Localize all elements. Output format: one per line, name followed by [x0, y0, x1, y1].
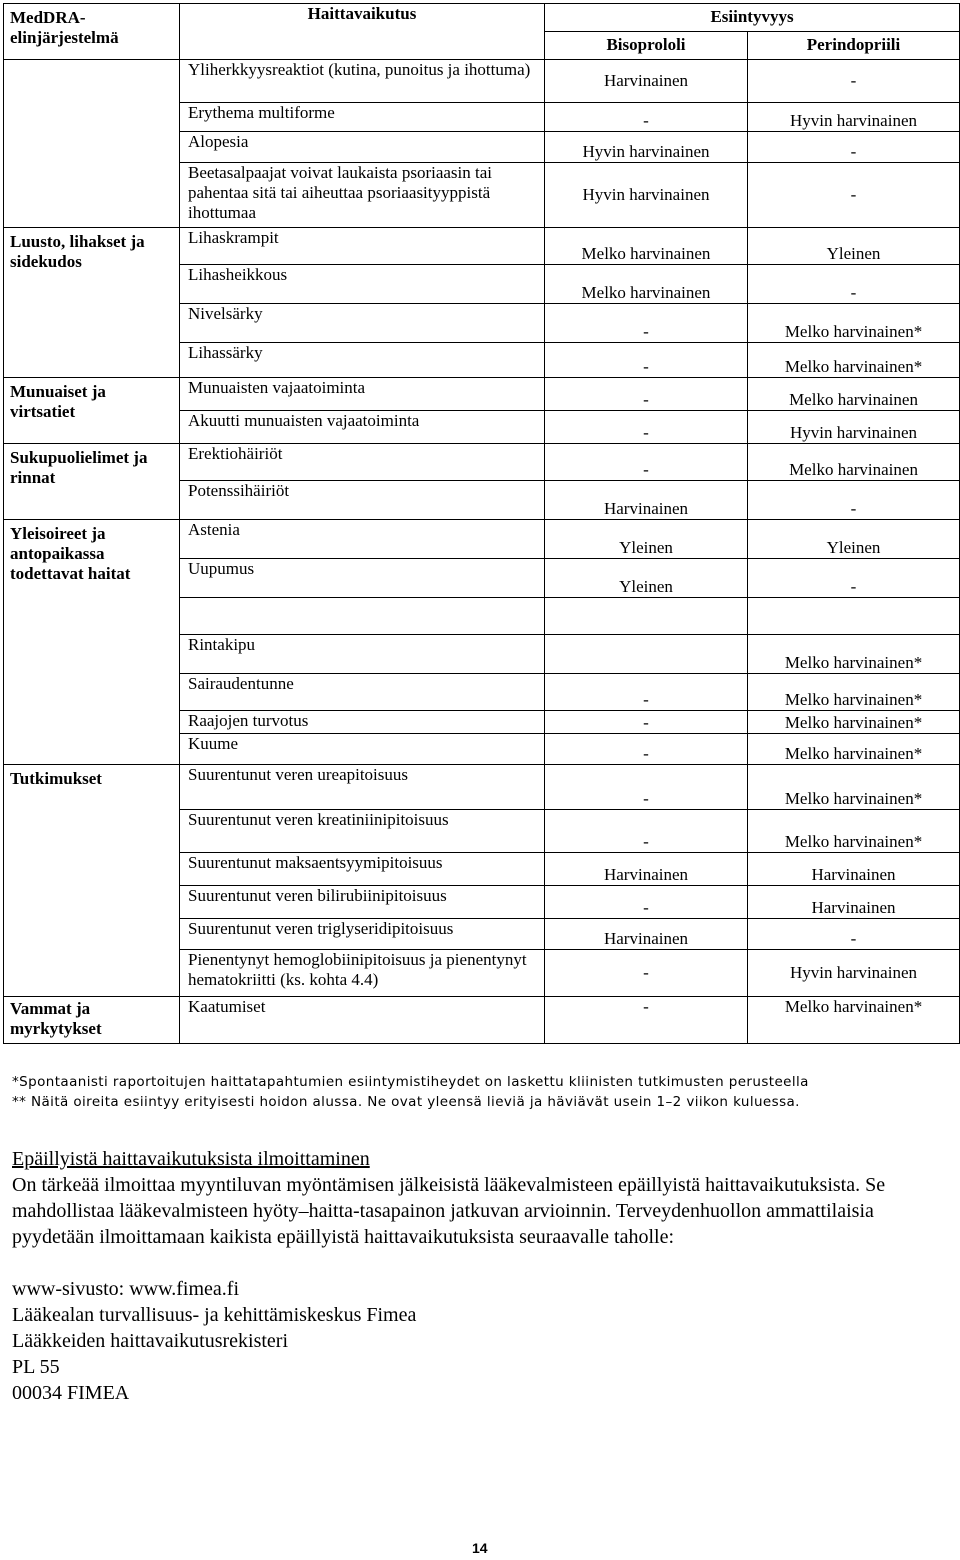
freq-value: Hyvin harvinainen: [790, 423, 917, 442]
effect-label: Akuutti munuaisten vajaatoiminta: [188, 411, 420, 430]
freq-bisoprolol: [545, 635, 748, 674]
effect-label: Potenssihäiriöt: [188, 481, 290, 500]
freq-value: Hyvin harvinainen: [582, 142, 710, 161]
effect-cell: [180, 304, 545, 343]
freq-perindopril: [748, 444, 960, 481]
header-effect-label: Haittavaikutus: [307, 4, 417, 23]
effect-cell: [180, 886, 545, 919]
effect-cell: [180, 378, 545, 411]
effect-cell: [180, 103, 545, 132]
freq-value: Harvinainen: [603, 71, 689, 90]
freq-perindopril: [748, 132, 960, 163]
header-frequency-label: Esiintyvyys: [710, 7, 794, 26]
freq-value: -: [643, 789, 649, 808]
system-reproductive-label: Sukupuolielimet ja rinnat: [10, 448, 148, 487]
freq-value: Melko harvinainen*: [784, 690, 923, 709]
freq-value: -: [643, 690, 649, 709]
freq-bisoprolol: [545, 853, 748, 886]
effect-cell: [180, 343, 545, 378]
freq-value: -: [643, 997, 649, 1016]
system-musculoskeletal: [4, 228, 180, 378]
adverse-effects-table: [3, 3, 960, 1044]
effect-cell: [180, 163, 545, 228]
freq-value: -: [643, 713, 649, 732]
header-perindopril: [748, 32, 960, 60]
effect-cell: [180, 60, 545, 103]
system-injuries: [4, 997, 180, 1044]
freq-perindopril: [748, 343, 960, 378]
freq-bisoprolol: [545, 950, 748, 997]
freq-value: -: [643, 111, 649, 130]
effect-label: Munuaisten vajaatoiminta: [188, 378, 366, 397]
effect-label: Suurentunut veren bilirubiinipitoisuus: [188, 886, 447, 905]
effect-label: Erektiohäiriöt: [188, 444, 283, 463]
freq-bisoprolol: [545, 411, 748, 444]
freq-perindopril: [748, 60, 960, 103]
freq-bisoprolol: [545, 674, 748, 711]
freq-perindopril: [748, 228, 960, 265]
system-skin: [4, 60, 180, 228]
freq-value: -: [850, 499, 857, 518]
effect-cell: [180, 559, 545, 598]
system-kidneys: [4, 378, 180, 444]
effect-cell: [180, 520, 545, 559]
freq-value: -: [643, 744, 649, 763]
freq-perindopril: [748, 265, 960, 304]
freq-value: -: [850, 185, 857, 204]
effect-cell: [180, 444, 545, 481]
freq-perindopril: [748, 810, 960, 853]
effect-cell: [180, 481, 545, 520]
header-frequency: [545, 4, 960, 32]
freq-value: -: [850, 283, 857, 302]
effect-label: Lihassärky: [188, 343, 263, 362]
freq-value: Yleinen: [619, 577, 673, 596]
system-general-label: Yleisoireet ja antopaikassa todettavat haitat: [10, 524, 131, 583]
freq-bisoprolol: [545, 304, 748, 343]
freq-value: Melko harvinainen*: [784, 789, 923, 808]
freq-value: Melko harvinainen*: [784, 357, 923, 376]
header-perindopril-label: Perindopriili: [806, 35, 901, 54]
effect-cell: [180, 635, 545, 674]
system-investigations: [4, 765, 180, 997]
effect-cell: [180, 765, 545, 810]
footnote-2: ** Näitä oireita esiintyy erityisesti hoidon alussa. Ne ovat yleensä lieviä ja häviävät usein 1–2 viikon kuluessa.: [12, 1094, 800, 1110]
freq-perindopril: [748, 598, 960, 635]
freq-perindopril: [748, 950, 960, 997]
freq-bisoprolol: [545, 765, 748, 810]
effect-label: Suurentunut maksaentsyymipitoisuus: [188, 853, 443, 872]
freq-perindopril: [748, 520, 960, 559]
header-bisoprolol-label: Bisoprololi: [606, 35, 686, 54]
effect-label: Erythema multiforme: [188, 103, 335, 122]
freq-bisoprolol: [545, 559, 748, 598]
freq-value: Melko harvinainen: [789, 460, 918, 479]
freq-perindopril: [748, 734, 960, 765]
effect-cell: [180, 950, 545, 997]
effect-label: Suurentunut veren ureapitoisuus: [188, 765, 409, 784]
freq-bisoprolol: [545, 60, 748, 103]
freq-bisoprolol: [545, 265, 748, 304]
effect-label: Rintakipu: [188, 635, 256, 654]
freq-value: Hyvin harvinainen: [582, 185, 710, 204]
freq-value: -: [643, 322, 649, 341]
effect-label: Kuume: [188, 734, 239, 753]
freq-value: -: [643, 460, 649, 479]
freq-bisoprolol: [545, 378, 748, 411]
freq-value: -: [850, 577, 857, 596]
freq-bisoprolol: [545, 886, 748, 919]
header-effect: [180, 4, 545, 60]
reporting-paragraph: On tärkeää ilmoittaa myyntiluvan myöntämisen jälkeisistä lääkevalmisteen epäillyistä haittavaikutuksista. Se mahdollistaa lääkevalmisteen hyöty–haitta-tasapainon jatkuvan arvioinnin. Terveydenhuollon ammattilaisia pyydetään ilmoittamaan kaikista epäillyistä haittavaikutuksista seuraavalle taholle:: [12, 1174, 886, 1248]
freq-value: Melko harvinainen*: [784, 653, 923, 672]
effect-label: Sairaudentunne: [188, 674, 294, 693]
effect-label: Alopesia: [188, 132, 249, 151]
reporting-pobox: PL 55: [12, 1356, 60, 1378]
effect-label: Uupumus: [188, 559, 255, 578]
effect-label: Nivelsärky: [188, 304, 263, 323]
freq-value: Melko harvinainen*: [784, 997, 923, 1016]
freq-value: Melko harvinainen*: [784, 713, 923, 732]
freq-bisoprolol: [545, 810, 748, 853]
system-kidneys-label: Munuaiset ja virtsatiet: [10, 382, 106, 421]
system-investigations-label: Tutkimukset: [10, 769, 102, 788]
freq-value: Harvinainen: [603, 865, 689, 884]
freq-value: Melko harvinainen: [581, 283, 711, 302]
effect-cell-empty: [180, 598, 545, 635]
effect-cell: [180, 674, 545, 711]
freq-bisoprolol: [545, 711, 748, 734]
effect-cell: [180, 853, 545, 886]
freq-bisoprolol: [545, 919, 748, 950]
effect-label: Yliherkkyysreaktiot (kutina, punoitus ja ihottuma): [188, 60, 531, 79]
freq-value: Harvinainen: [603, 499, 689, 518]
freq-bisoprolol: [545, 228, 748, 265]
freq-value: -: [643, 832, 649, 851]
freq-bisoprolol: [545, 343, 748, 378]
freq-value: -: [643, 898, 649, 917]
freq-value: -: [850, 142, 857, 161]
reporting-section: [12, 1146, 942, 1406]
effect-label: Suurentunut veren triglyseridipitoisuus: [188, 919, 454, 938]
freq-perindopril: [748, 886, 960, 919]
freq-bisoprolol: [545, 734, 748, 765]
freq-bisoprolol: [545, 132, 748, 163]
header-system: [4, 4, 180, 60]
effect-label: Lihaskrampit: [188, 228, 279, 247]
freq-bisoprolol: [545, 520, 748, 559]
freq-value: Yleinen: [619, 538, 673, 557]
reporting-postcode: 00034 FIMEA: [12, 1382, 130, 1404]
effect-cell: [180, 711, 545, 734]
freq-value: Hyvin harvinainen: [790, 963, 917, 982]
effect-cell: [180, 411, 545, 444]
effect-label: Suurentunut veren kreatiniinipitoisuus: [188, 810, 449, 829]
reporting-org: Lääkealan turvallisuus- ja kehittämiskeskus Fimea: [12, 1304, 417, 1326]
system-musculoskeletal-label: Luusto, lihakset ja sidekudos: [10, 232, 145, 271]
freq-value: -: [643, 357, 649, 376]
header-bisoprolol: [545, 32, 748, 60]
freq-value: Melko harvinainen*: [784, 322, 923, 341]
freq-value: Melko harvinainen: [789, 390, 918, 409]
freq-value: Melko harvinainen*: [784, 832, 923, 851]
footnote-1: *Spontaanisti raportoitujen haittatapahtumien esiintymistiheydet on laskettu kliinisten tutkimusten perusteella: [12, 1074, 809, 1090]
freq-value: -: [643, 390, 649, 409]
freq-perindopril: [748, 411, 960, 444]
freq-bisoprolol: [545, 598, 748, 635]
effect-cell: [180, 265, 545, 304]
effect-cell: [180, 734, 545, 765]
freq-value: Harvinainen: [811, 898, 896, 917]
freq-perindopril: [748, 711, 960, 734]
effect-cell: [180, 919, 545, 950]
freq-value: -: [643, 423, 649, 442]
freq-perindopril: [748, 163, 960, 228]
reporting-registry: Lääkkeiden haittavaikutusrekisteri: [12, 1330, 289, 1352]
freq-perindopril: [748, 765, 960, 810]
effect-label: Raajojen turvotus: [188, 711, 309, 730]
system-general: [4, 520, 180, 765]
freq-perindopril: [748, 674, 960, 711]
freq-perindopril: [748, 635, 960, 674]
freq-perindopril: [748, 997, 960, 1044]
effect-cell: [180, 132, 545, 163]
effect-label: Kaatumiset: [188, 997, 266, 1016]
freq-perindopril: [748, 378, 960, 411]
effect-label: Pienentynyt hemoglobiinipitoisuus ja pienentynyt hematokriitti (ks. kohta 4.4): [188, 950, 527, 989]
freq-value: -: [643, 963, 649, 982]
freq-value: Yleinen: [826, 244, 881, 263]
freq-value: -: [850, 929, 857, 948]
freq-bisoprolol: [545, 481, 748, 520]
freq-value: Harvinainen: [811, 865, 896, 884]
freq-value: -: [850, 71, 857, 90]
freq-value: Harvinainen: [603, 929, 689, 948]
page-number: 14: [472, 1540, 488, 1556]
freq-value: Melko harvinainen: [581, 244, 711, 263]
freq-bisoprolol: [545, 163, 748, 228]
effect-cell: [180, 810, 545, 853]
freq-perindopril: [748, 853, 960, 886]
freq-value: Hyvin harvinainen: [790, 111, 917, 130]
system-reproductive: [4, 444, 180, 520]
footnotes: [12, 1072, 957, 1112]
freq-value: Melko harvinainen*: [784, 744, 923, 763]
effect-cell: [180, 228, 545, 265]
reporting-website: www-sivusto: www.fimea.fi: [12, 1278, 240, 1300]
freq-bisoprolol: [545, 444, 748, 481]
freq-bisoprolol: [545, 103, 748, 132]
effect-label: Astenia: [188, 520, 240, 539]
freq-perindopril: [748, 481, 960, 520]
effect-label: Beetasalpaajat voivat laukaista psoriaasin tai pahentaa sitä tai aiheuttaa psoriaasityyppistä ihottumaa: [188, 163, 492, 222]
freq-perindopril: [748, 559, 960, 598]
freq-bisoprolol: [545, 997, 748, 1044]
effect-label: Lihasheikkous: [188, 265, 288, 284]
freq-perindopril: [748, 919, 960, 950]
header-system-label: MedDRA-elinjärjestelmä: [10, 8, 119, 47]
freq-perindopril: [748, 103, 960, 132]
reporting-heading: Epäillyistä haittavaikutuksista ilmoittaminen: [12, 1148, 370, 1170]
system-injuries-label: Vammat ja myrkytykset: [10, 999, 102, 1038]
freq-value: Yleinen: [826, 538, 881, 557]
freq-perindopril: [748, 304, 960, 343]
effect-cell: [180, 997, 545, 1044]
